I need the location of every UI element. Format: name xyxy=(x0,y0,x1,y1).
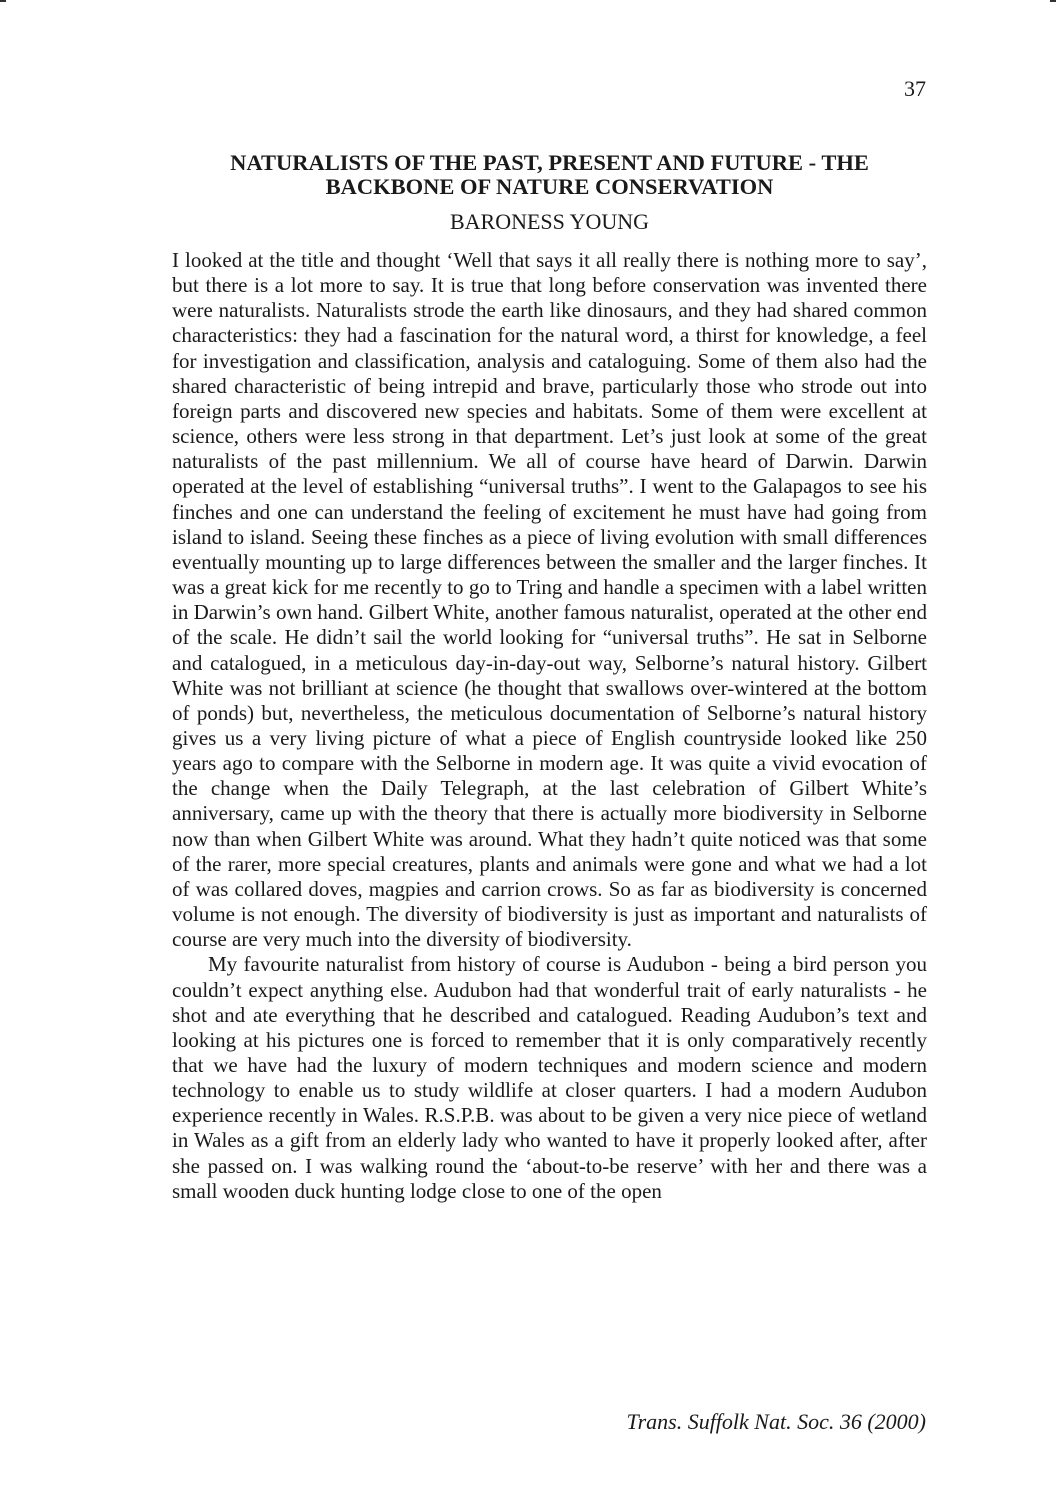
article-body xyxy=(172,248,927,1204)
article-author: BARONESS YOUNG xyxy=(449,209,650,234)
page-number: 37 xyxy=(904,76,926,101)
article-title: NATURALISTS OF THE PAST, PRESENT AND FUTURE - THE BACKBONE OF NATURE CONSERVATION xyxy=(230,150,869,199)
crop-mark-left xyxy=(0,0,6,2)
body-paragraph: My favourite naturalist from history of course is Audubon - being a bird person you couldn’t expect anything else. Audubon had that wonderful trait of early naturalists - he shot and ate everything that he described and catalogued. Reading Audubon’s text and looking at his pictures one is forced to remember that it is only comparatively recently that we have had the luxury of modern techniques and modern science and modern technology to enable us to study wildlife at closer quarters. I had a modern Audubon experience recently in Wales. R.S.P.B. was about to be given a very nice piece of wetland in Wales as a gift from an elderly lady who wanted to have it properly looked after, after she passed on. I was walking round the ‘about-to-be reserve’ with her and there was a small wooden duck hunting lodge close to one of the open xyxy=(172,952,927,1203)
body-paragraph: I looked at the title and thought ‘Well that says it all really there is nothing more to say’, but there is a lot more to say. It is true that long before conservation was invented there were naturalists. Naturalists strode the earth like dinosaurs, and they had shared common characteristics: they had a fascination for the natural word, a thirst for knowledge, a feel for investigation and classification, analysis and cataloguing. Some of them also had the shared characteristic of being intrepid and brave, particularly those who strode out into foreign parts and discovered new species and habitats. Some of them were excellent at science, others were less strong in that department. Let’s just look at some of the great naturalists of the past millennium. We all of course have heard of Darwin. Darwin operated at the level of establishing “universal truths”. I went to the Galapagos to see his finches and one can understand the feeling of excitement he must have had going from island to island. Seeing these finches as a piece of living evolution with small differences eventually mounting up to large differences between the smaller and the larger finches. It was a great kick for me recently to go to Tring and handle a specimen with a label written in Darwin’s own hand. Gilbert White, another famous naturalist, operated at the other end of the scale. He didn’t sail the world looking for “universal truths”. He sat in Selborne and catalogued, in a meticulous day-in-day-out way, Selborne’s natural history. Gilbert White was not brilliant at science (he thought that swallows over-wintered at the bottom of ponds) but, nevertheless, the meticulous documentation of Selborne’s natural history gives us a very living picture of what a piece of English countryside looked like 250 years ago to compare with the Selborne in modern age. It was quite a vivid evocation of the change when the Daily Telegraph, at the last celebration of Gilbert White’s anniversary, came up with the theory that there is actually more biodiversity in Selborne now than when Gilbert White was around. What they hadn’t quite noticed was that some of the rarer, more special creatures, plants and animals were gone and what we had a lot of was collared doves, magpies and carrion crows. So as far as biodiversity is concerned volume is not enough. The diversity of biodiversity is just as important and naturalists of course are very much into the diversity of biodiversity. xyxy=(172,248,927,952)
crop-mark-right xyxy=(1050,0,1056,2)
journal-citation: Trans. Suffolk Nat. Soc. 36 (2000) xyxy=(626,1409,926,1434)
